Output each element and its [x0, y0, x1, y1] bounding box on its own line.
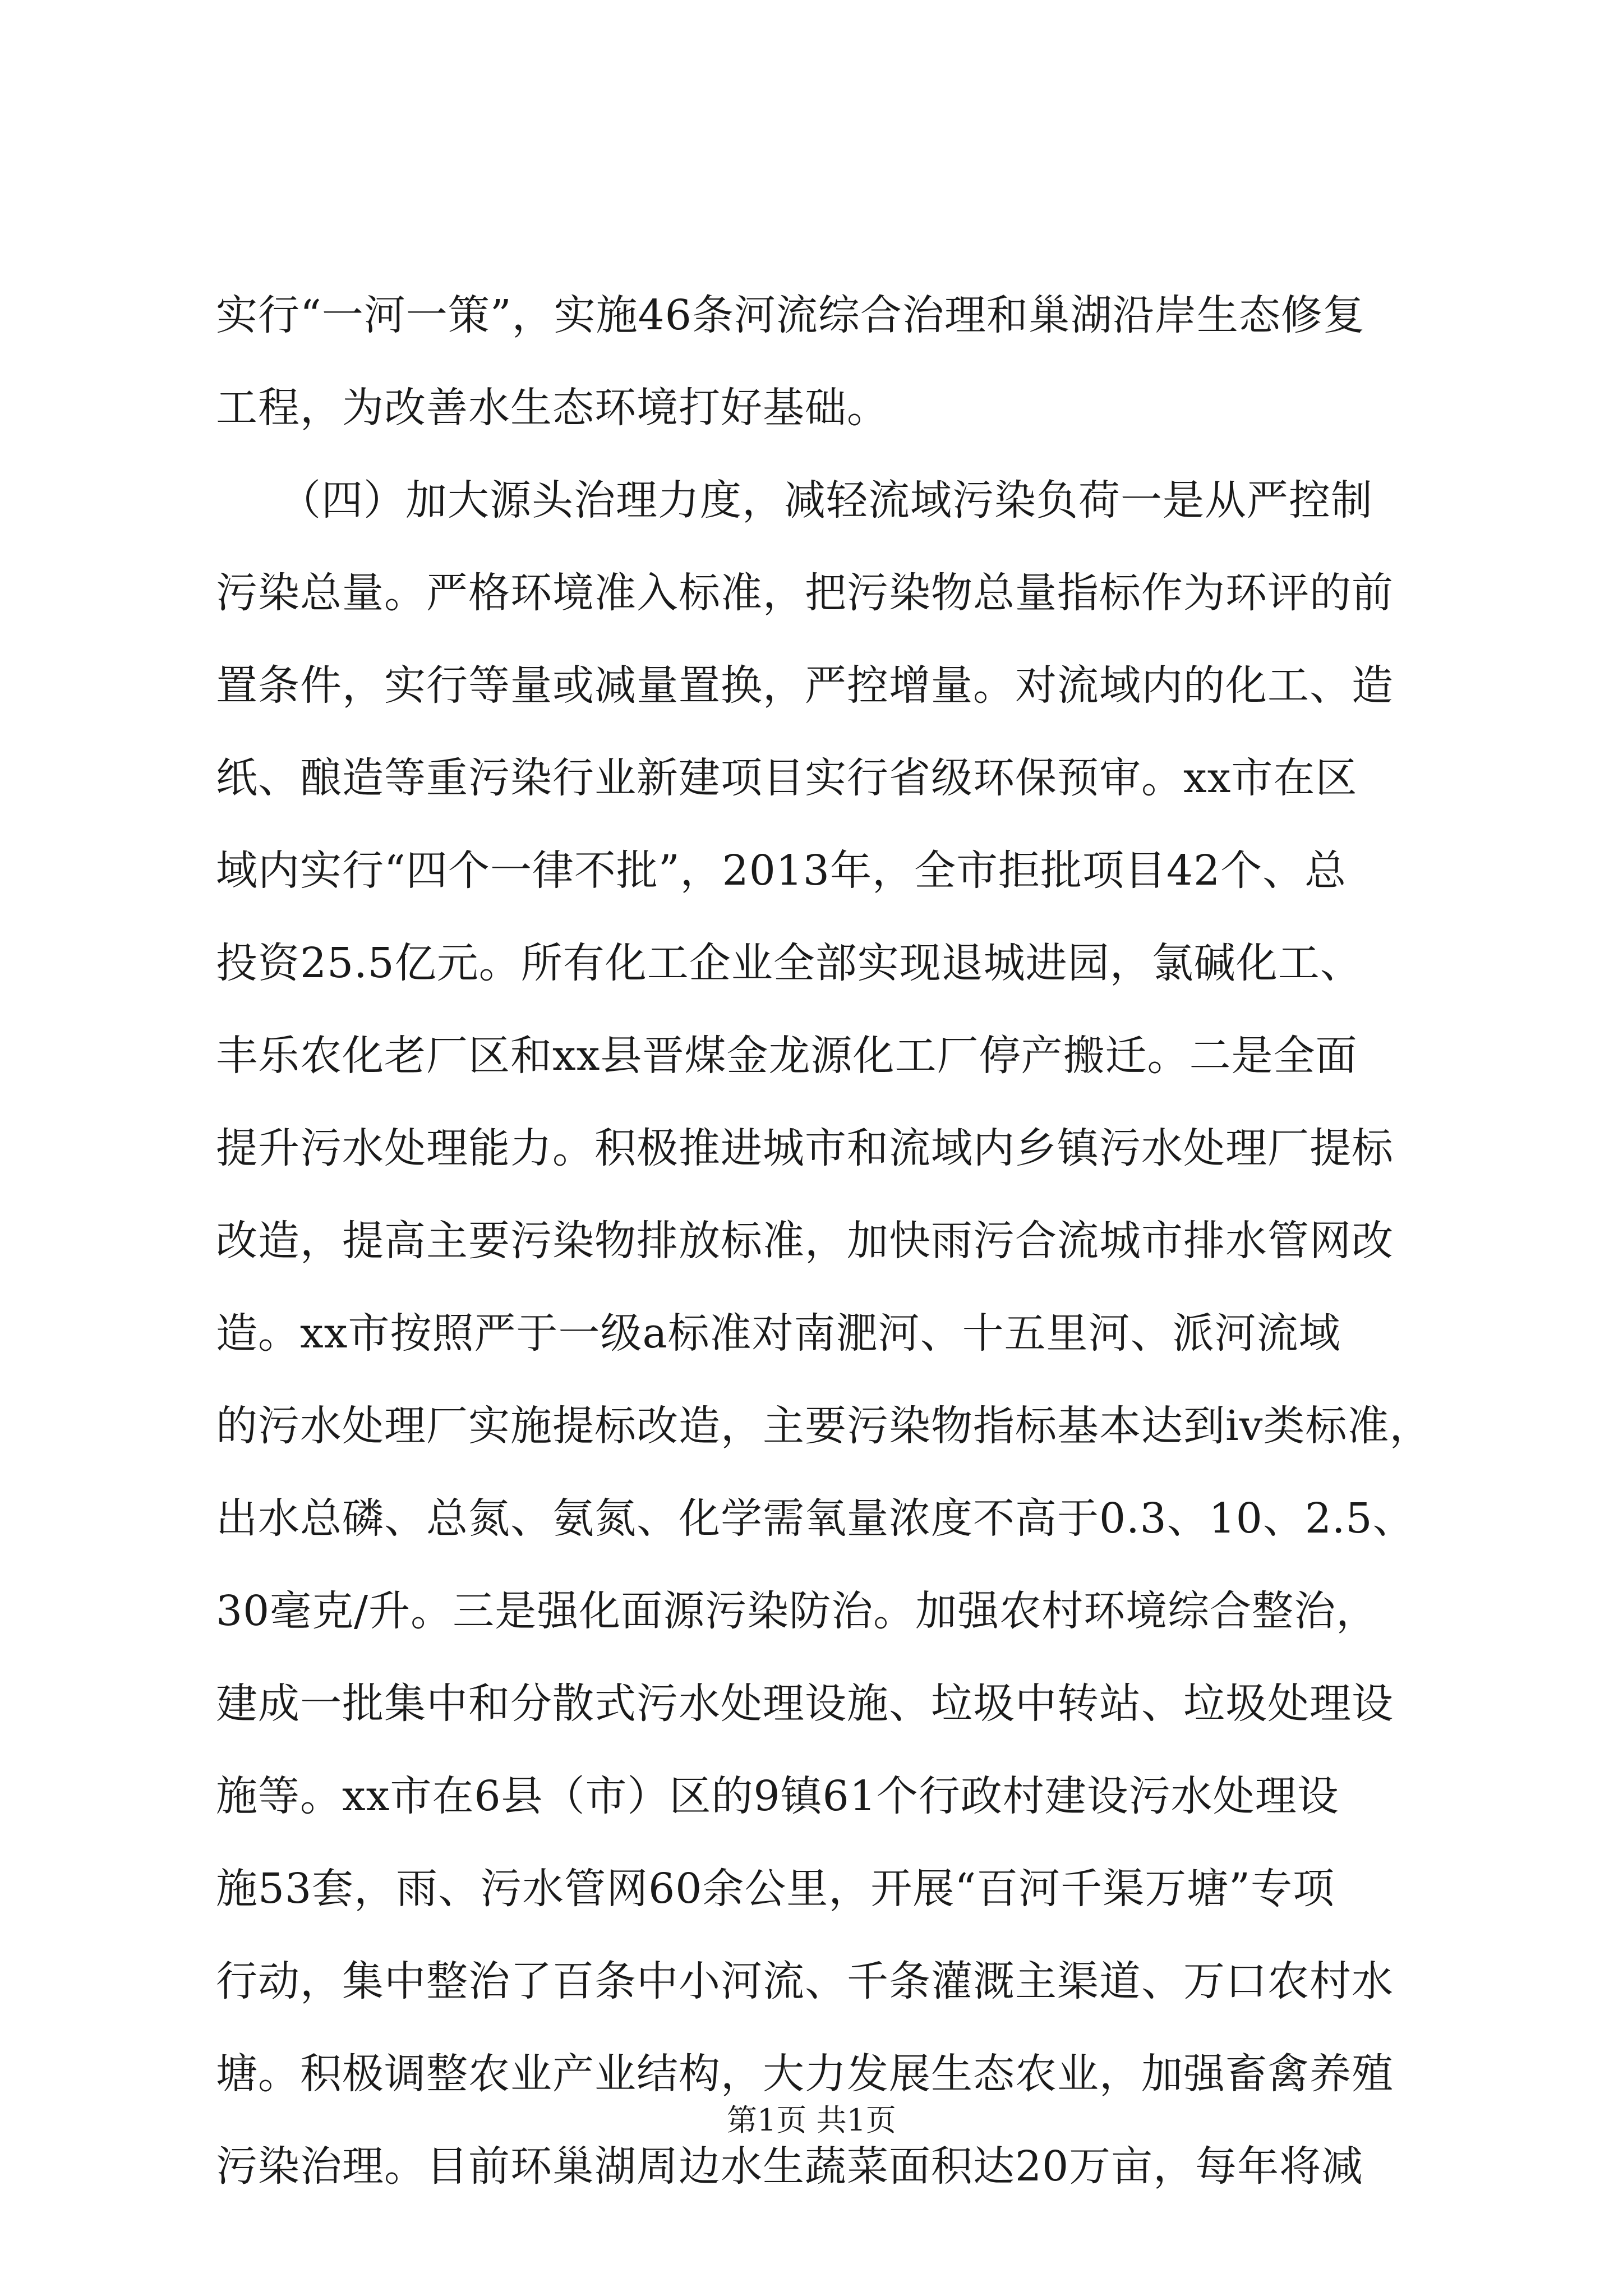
- text-line: 30毫克/升。三是强化面源污染防治。加强农村环境综合整治，: [216, 1587, 1378, 1635]
- text-line: 施53套，雨、污水管网60余公里，开展“百河千渠万塘”专项: [216, 1865, 1335, 1913]
- text-line: 域内实行“四个一律不批”，2013年，全市拒批项目42个、总: [216, 846, 1347, 895]
- text-line: 建成一批集中和分散式污水处理设施、垃圾中转站、垃圾处理设: [216, 1680, 1394, 1728]
- text-line: 塘。积极调整农业产业结构，大力发展生态农业，加强畜禽养殖: [216, 2050, 1394, 2098]
- text-line: 的污水处理厂实施提标改造，主要污染物指标基本达到iv类标准，: [216, 1402, 1432, 1450]
- text-line: 污染治理。目前环巢湖周边水生蔬菜面积达20万亩，每年将减: [216, 2142, 1364, 2191]
- text-line: 投资25.5亿元。所有化工企业全部实现退城进园，氯碱化工、: [216, 939, 1362, 987]
- text-line: 污染总量。严格环境准入标准，把污染物总量指标作为环评的前: [216, 569, 1394, 617]
- page-footer: [0, 2098, 1623, 2143]
- text-line: 实行“一河一策”，实施46条河流综合治理和巢湖沿岸生态修复: [216, 291, 1365, 339]
- text-line: 丰乐农化老厂区和xx县晋煤金龙源化工厂停产搬迁。二是全面: [216, 1032, 1358, 1080]
- text-line: 置条件，实行等量或减量置换，严控增量。对流域内的化工、造: [216, 661, 1394, 710]
- text-line: 出水总磷、总氮、氨氮、化学需氧量浓度不高于0.3、10、2.5、: [216, 1494, 1415, 1543]
- text-line: 提升污水处理能力。积极推进城市和流域内乡镇污水处理厂提标: [216, 1124, 1394, 1172]
- page-number: 第1页 共1页: [727, 2102, 896, 2138]
- text-line: 行动，集中整治了百条中小河流、千条灌溉主渠道、万口农村水: [216, 1957, 1394, 2005]
- body-text: [216, 269, 1432, 2213]
- text-line: 改造，提高主要污染物排放标准，加快雨污合流城市排水管网改: [216, 1217, 1394, 1265]
- text-line: （四）加大源头治理力度，减轻流域污染负荷一是从严控制: [216, 476, 1373, 524]
- text-line: 造。xx市按照严于一级a标准对南淝河、十五里河、派河流域: [216, 1309, 1341, 1358]
- text-line: 工程，为改善水生态环境打好基础。: [216, 384, 889, 432]
- text-line: 纸、酿造等重污染行业新建项目实行省级环保预审。xx市在区: [216, 754, 1358, 802]
- text-line: 施等。xx市在6县（市）区的9镇61个行政村建设污水处理设: [216, 1772, 1339, 1820]
